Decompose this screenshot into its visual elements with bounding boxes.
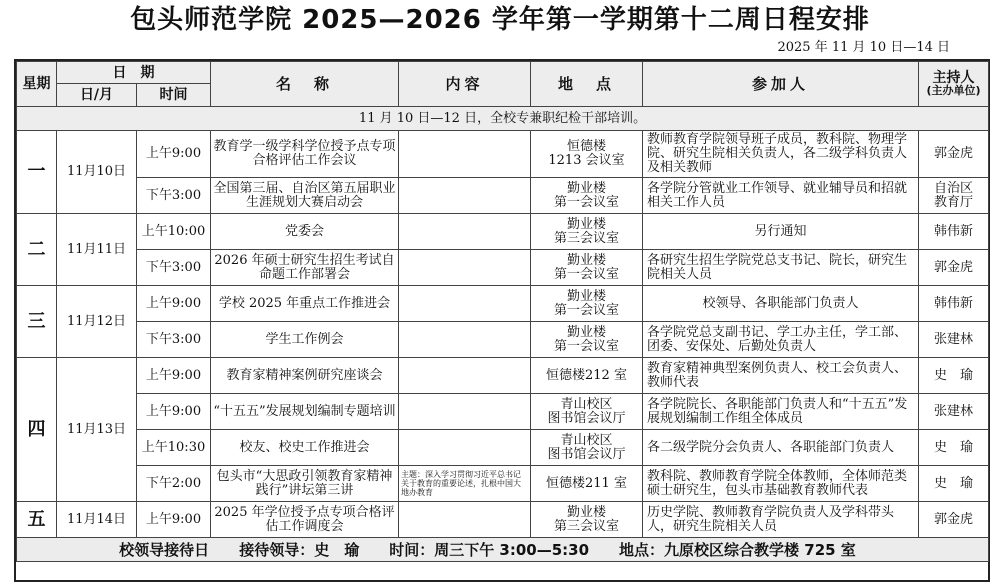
event-name-cell: “十五五”发展规划编制专题培训 — [211, 394, 399, 430]
event-name-cell: 党委会 — [211, 214, 399, 250]
weekday-cell: 一 — [17, 131, 57, 214]
header-name: 名 称 — [211, 62, 399, 107]
time-cell: 下午3:00 — [137, 178, 211, 214]
footer-leader: 接待领导：史 瑜 — [239, 540, 360, 559]
host-cell: 郭金虎 — [919, 502, 989, 538]
date-cell: 11月12日 — [57, 286, 137, 358]
host-cell: 史 瑜 — [919, 358, 989, 394]
table-row — [17, 430, 989, 466]
date-cell: 11月10日 — [57, 131, 137, 214]
page-title: 包头师范学院 2025—2026 学年第一学期第十二周日程安排 — [130, 5, 870, 35]
participants-cell: 另行通知 — [643, 214, 919, 250]
weekday-cell: 四 — [17, 358, 57, 502]
location-cell: 青山校区 图书馆会议厅 — [531, 394, 643, 430]
footer-row — [17, 538, 989, 562]
event-name-cell: 教育学一级学科学位授予点专项合格评估工作会议 — [211, 131, 399, 178]
participants-cell: 教育家精神典型案例负责人、校工会负责人、教师代表 — [643, 358, 919, 394]
time-cell: 下午3:00 — [137, 250, 211, 286]
header-time: 时间 — [137, 84, 211, 107]
header-host — [919, 62, 989, 107]
table-row — [17, 322, 989, 358]
host-cell: 自治区 教育厅 — [919, 178, 989, 214]
event-name-cell: 全国第三届、自治区第五届职业生涯规划大赛启动会 — [211, 178, 399, 214]
participants-cell: 各研究生招生学院党总支书记、院长，研究生院相关人员 — [643, 250, 919, 286]
event-content-cell — [399, 286, 531, 322]
location-cell: 勤业楼 第一会议室 — [531, 286, 643, 322]
footer-time: 时间：周三下午 3:00—5:30 — [389, 540, 590, 559]
table-row — [17, 131, 989, 178]
event-content-cell — [399, 178, 531, 214]
event-name-cell: 学校 2025 年重点工作推进会 — [211, 286, 399, 322]
event-name-cell: 校友、校史工作推进会 — [211, 430, 399, 466]
footer-label: 校领导接待日 — [119, 540, 210, 559]
table-row — [17, 214, 989, 250]
location-cell: 恒德楼211 室 — [531, 466, 643, 502]
schedule-table — [16, 61, 989, 562]
event-content-cell — [399, 502, 531, 538]
footer-place: 地点：九原校区综合教学楼 725 室 — [619, 540, 856, 559]
location-cell: 勤业楼 第一会议室 — [531, 250, 643, 286]
notice-row: 11 月 10 日—12 日，全校专兼职纪检干部培训。 — [17, 107, 989, 131]
participants-cell: 各学院院长、各职能部门负责人和“十五五”发展规划编制工作组全体成员 — [643, 394, 919, 430]
location-cell: 勤业楼 第三会议室 — [531, 502, 643, 538]
event-content-cell — [399, 394, 531, 430]
event-name-cell: 教育家精神案例研究座谈会 — [211, 358, 399, 394]
header-location: 地 点 — [531, 62, 643, 107]
event-content-cell — [399, 250, 531, 286]
host-cell: 张建林 — [919, 394, 989, 430]
table-row — [17, 358, 989, 394]
event-name-cell: 2025 年学位授予点专项合格评估工作调度会 — [211, 502, 399, 538]
time-cell: 上午10:30 — [137, 430, 211, 466]
time-cell: 上午9:00 — [137, 286, 211, 322]
reception-footer — [17, 538, 989, 562]
event-content-cell: 主题：深入学习贯彻习近平总书记关于教育的重要论述，扎根中国大地办教育 — [399, 466, 531, 502]
weekday-cell: 五 — [17, 502, 57, 538]
participants-cell: 历史学院、教师教育学院负责人及学科带头人，研究生院相关人员 — [643, 502, 919, 538]
date-cell: 11月13日 — [57, 358, 137, 502]
time-cell: 下午2:00 — [137, 466, 211, 502]
weekday-cell: 三 — [17, 286, 57, 358]
date-cell: 11月14日 — [57, 502, 137, 538]
table-row — [17, 466, 989, 502]
location-cell: 勤业楼 第一会议室 — [531, 178, 643, 214]
participants-cell: 各二级学院分会负责人、各职能部门负责人 — [643, 430, 919, 466]
event-name-cell: 包头市“大思政引领教育家精神践行”讲坛第三讲 — [211, 466, 399, 502]
participants-cell: 校领导、各职能部门负责人 — [643, 286, 919, 322]
header-host-sub: (主办单位) — [926, 84, 981, 97]
location-cell: 青山校区 图书馆会议厅 — [531, 430, 643, 466]
host-cell: 史 瑜 — [919, 430, 989, 466]
host-cell: 史 瑜 — [919, 466, 989, 502]
host-cell: 郭金虎 — [919, 131, 989, 178]
time-cell: 上午9:00 — [137, 358, 211, 394]
event-content-cell — [399, 214, 531, 250]
host-cell: 韩伟新 — [919, 214, 989, 250]
event-content-cell — [399, 358, 531, 394]
participants-cell: 教科院、教师教育学院全体教师，全体师范类硕士研究生，包头市基础教育教师代表 — [643, 466, 919, 502]
event-content-cell — [399, 131, 531, 178]
header-participants: 参加人 — [643, 62, 919, 107]
participants-cell: 教师教育学院领导班子成员，教科院、物理学院、研究生院相关负责人，各二级学科负责人及相关教师 — [643, 131, 919, 178]
table-row — [17, 286, 989, 322]
host-cell: 郭金虎 — [919, 250, 989, 286]
table-row — [17, 250, 989, 286]
event-content-cell — [399, 430, 531, 466]
date-cell: 11月11日 — [57, 214, 137, 286]
participants-cell: 各学院党总支副书记、学工办主任，学工部、团委、安保处、后勤处负责人 — [643, 322, 919, 358]
host-cell: 张建林 — [919, 322, 989, 358]
location-cell: 恒德楼 1213 会议室 — [531, 131, 643, 178]
participants-cell: 各学院分管就业工作领导、就业辅导员和招就相关工作人员 — [643, 178, 919, 214]
header-host-label: 主持人 — [932, 70, 975, 86]
location-cell: 恒德楼212 室 — [531, 358, 643, 394]
host-cell: 韩伟新 — [919, 286, 989, 322]
table-row — [17, 502, 989, 538]
table-row — [17, 178, 989, 214]
event-content-cell — [399, 322, 531, 358]
time-cell: 上午9:00 — [137, 394, 211, 430]
header-date: 日 期 — [57, 62, 211, 84]
time-cell: 上午10:00 — [137, 214, 211, 250]
table-row — [17, 394, 989, 430]
time-cell: 上午9:00 — [137, 502, 211, 538]
time-cell: 上午9:00 — [137, 131, 211, 178]
location-cell: 勤业楼 第一会议室 — [531, 322, 643, 358]
header-weekday: 星期 — [17, 62, 57, 107]
header-day-month: 日/月 — [57, 84, 137, 107]
event-name-cell: 学生工作例会 — [211, 322, 399, 358]
location-cell: 勤业楼 第三会议室 — [531, 214, 643, 250]
header-content: 内容 — [399, 62, 531, 107]
date-range: 2025 年 11 月 10 日—14 日 — [777, 40, 950, 55]
event-name-cell: 2026 年硕士研究生招生考试自命题工作部署会 — [211, 250, 399, 286]
time-cell: 下午3:00 — [137, 322, 211, 358]
weekday-cell: 二 — [17, 214, 57, 286]
